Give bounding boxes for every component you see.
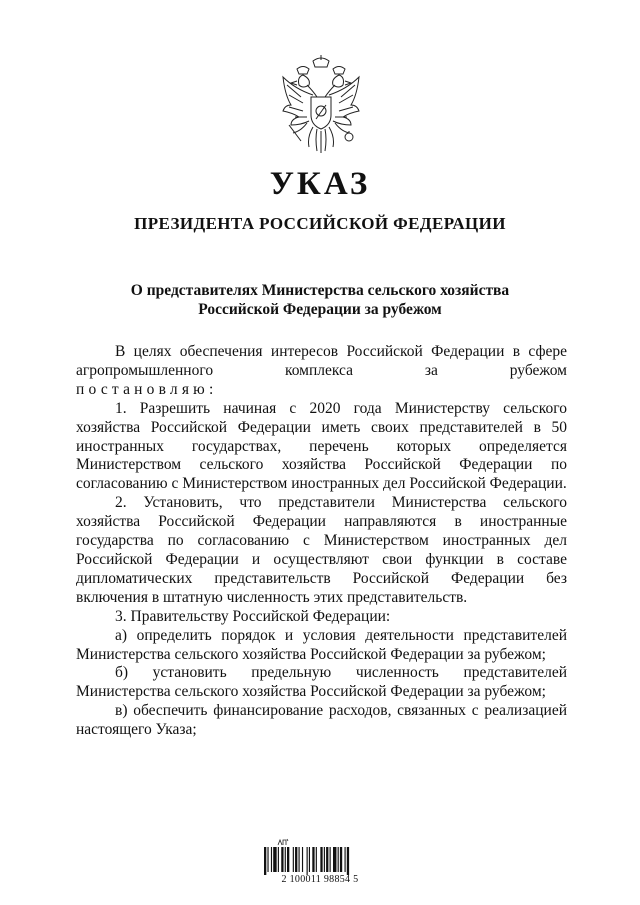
barcode-bar [293, 847, 294, 872]
heading-line-1: О представителях Министерства сельского хозяйства [130, 282, 510, 299]
barcode-number: 2 100011 98854 5 [281, 874, 359, 885]
state-emblem-icon [277, 55, 365, 155]
printing-house-logo-icon [277, 838, 289, 846]
item-3c-paragraph: в) обеспечить финансирование расходов, связанных с реализацией настоящего Указа; [76, 702, 567, 739]
decree-body [76, 343, 567, 740]
barcode-bar [267, 847, 268, 872]
barcode-bar [307, 847, 308, 875]
barcode-bars [264, 847, 376, 875]
document-heading [110, 281, 530, 319]
item-3-paragraph: 3. Правительству Российской Федерации: [115, 607, 391, 625]
barcode-bar [345, 847, 346, 872]
decree-word: постановляю: [76, 380, 218, 398]
barcode-bar [264, 847, 266, 875]
document-type-title: УКАЗ [269, 166, 371, 202]
item-3a-paragraph: а) определить порядок и условия деятельности представителей Министерства сельского хозяйства Российской Федерации за рубежом; [76, 626, 567, 663]
preamble-paragraph: В целях обеспечения интересов Российской Федерации в сфере агропромышленного комплекса за рубежом [76, 343, 567, 379]
barcode-bar [302, 847, 303, 872]
barcode-bar [330, 847, 331, 872]
barcode-bar [285, 847, 286, 872]
heading-line-2: Российской Федерации за рубежом [198, 301, 442, 318]
barcode-bar [333, 847, 336, 872]
item-1-paragraph: 1. Разрешить начиная с 2020 года Министерству сельского хозяйства Российской Федерации иметь своих представителей в 50 иностранных государствах, перечень которых определяется Министерством сельского хозяйства Российской Федерации по согласованию с Министерством иностранных дел Российской Федерации. [76, 399, 567, 493]
barcode-bar [271, 847, 272, 872]
barcode-bar [287, 847, 289, 872]
barcode-bar [347, 847, 349, 875]
issuer-title: ПРЕЗИДЕНТА РОССИЙСКОЙ ФЕДЕРАЦИИ [134, 214, 506, 233]
barcode-bar [278, 847, 279, 872]
barcode-bar [309, 847, 310, 872]
barcode-bar [273, 847, 276, 872]
barcode-bar [295, 847, 297, 872]
barcode-bar [281, 847, 283, 872]
document-barcode [256, 838, 384, 888]
barcode-bar [338, 847, 339, 872]
barcode-bar [316, 847, 317, 872]
barcode-bar [324, 847, 325, 872]
barcode-bar [299, 847, 300, 872]
barcode-bar [312, 847, 314, 872]
barcode-bar [326, 847, 328, 872]
barcode-bar [320, 847, 322, 872]
barcode-bar [340, 847, 342, 872]
item-2-paragraph: 2. Установить, что представители Министерства сельского хозяйства Российской Федерации направляются в иностранные государства по согласованию с Министерством иностранных дел Российской Федерации и осуществляют свои функции в составе дипломатических представительств Российской Федерации без включения в штатную численность этих представительств. [76, 494, 567, 606]
item-3b-paragraph: б) установить предельную численность представителей Министерства сельского хозяйства Российской Федерации за рубежом; [76, 664, 567, 701]
